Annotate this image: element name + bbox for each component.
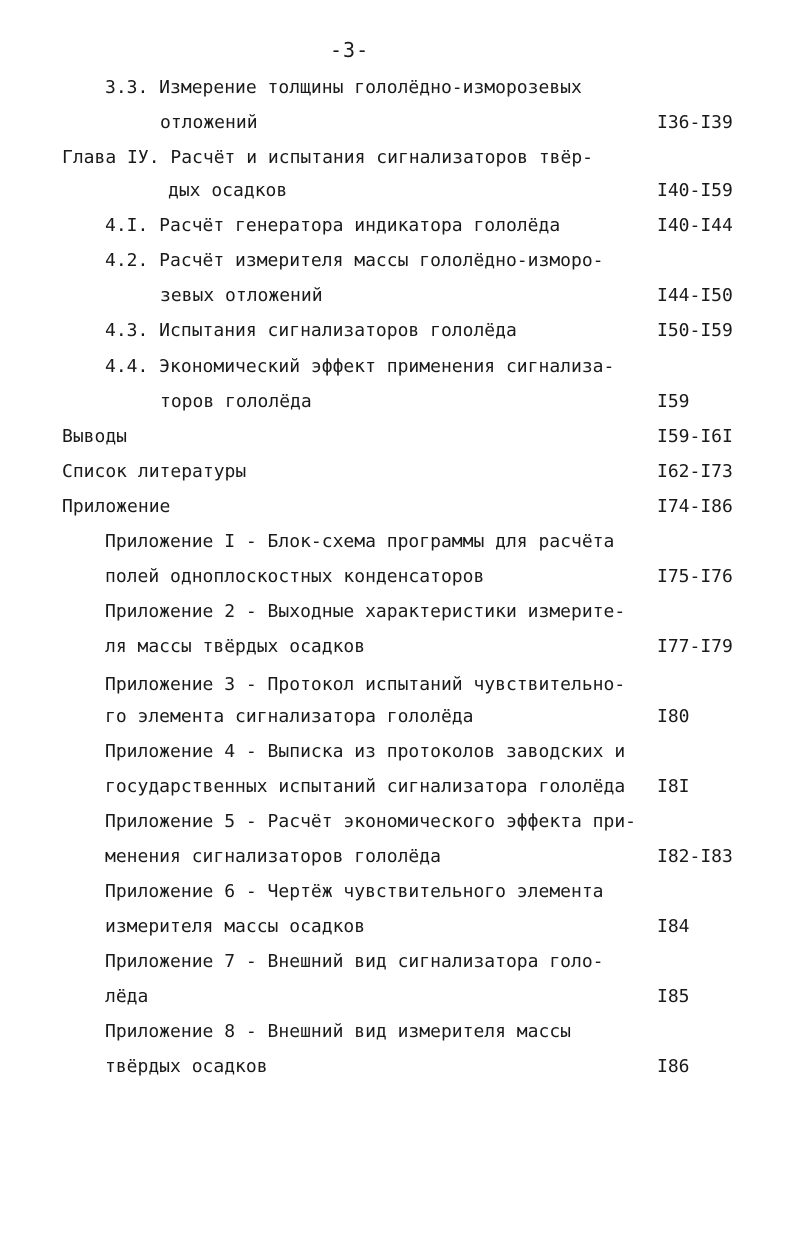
- toc-pages-app3: I80: [657, 706, 690, 727]
- page-number: -3-: [330, 38, 370, 62]
- toc-pages-4-4: I59: [657, 391, 690, 412]
- toc-pages-app6: I84: [657, 916, 690, 937]
- toc-line-references: Список литературы: [62, 461, 247, 482]
- toc-line-4-4-b: торов гололёда: [160, 391, 312, 412]
- toc-line-4-3: 4.3. Испытания сигнализаторов гололёда: [105, 320, 517, 341]
- toc-pages-app8: I86: [657, 1056, 690, 1077]
- toc-pages-app4: I8I: [657, 776, 690, 797]
- toc-line-app6-b: измерителя массы осадков: [105, 916, 366, 937]
- toc-line-4-4-a: 4.4. Экономический эффект применения сигнализа-: [105, 356, 615, 377]
- toc-line-4-2-a: 4.2. Расчёт измерителя массы гололёдно-изморо-: [105, 250, 604, 271]
- toc-pages-app1: I75-I76: [657, 566, 733, 587]
- toc-line-app4-b: государственных испытаний сигнализатора гололёда: [105, 776, 626, 797]
- toc-pages-ch4: I40-I59: [657, 180, 733, 201]
- toc-line-app8-b: твёрдых осадков: [105, 1056, 268, 1077]
- toc-pages-4-2: I44-I50: [657, 285, 733, 306]
- toc-line-app8-a: Приложение 8 - Внешний вид измерителя массы: [105, 1021, 571, 1042]
- toc-pages-conclusions: I59-I6I: [657, 426, 733, 447]
- toc-line-conclusions: Выводы: [62, 426, 128, 447]
- toc-line-app3-a: Приложение 3 - Протокол испытаний чувствительно-: [105, 674, 626, 695]
- toc-line-3-3-b: отложений: [160, 112, 258, 133]
- toc-pages-references: I62-I73: [657, 461, 733, 482]
- toc-pages-app2: I77-I79: [657, 636, 733, 657]
- toc-line-ch4-a: Глава IУ. Расчёт и испытания сигнализаторов твёр-: [62, 147, 594, 168]
- toc-line-app6-a: Приложение 6 - Чертёж чувствительного элемента: [105, 881, 604, 902]
- toc-line-4-1: 4.I. Расчёт генератора индикатора гололёда: [105, 215, 561, 236]
- toc-pages-3-3: I36-I39: [657, 112, 733, 133]
- toc-line-app2-b: ля массы твёрдых осадков: [105, 636, 366, 657]
- toc-line-app7-a: Приложение 7 - Внешний вид сигнализатора голо-: [105, 951, 604, 972]
- toc-line-appendix: Приложение: [62, 496, 171, 517]
- toc-pages-app5: I82-I83: [657, 846, 733, 867]
- toc-line-app3-b: го элемента сигнализатора гололёда: [105, 706, 474, 727]
- toc-line-ch4-b: дых осадков: [168, 180, 288, 201]
- toc-line-app7-b: лёда: [105, 986, 149, 1007]
- toc-pages-app7: I85: [657, 986, 690, 1007]
- toc-line-3-3-a: 3.3. Измерение толщины гололёдно-изморозевых: [105, 77, 582, 98]
- toc-pages-appendix: I74-I86: [657, 496, 733, 517]
- toc-line-app1-a: Приложение I - Блок-схема программы для расчёта: [105, 531, 615, 552]
- toc-line-app5-a: Приложение 5 - Расчёт экономического эффекта при-: [105, 811, 637, 832]
- toc-pages-4-1: I40-I44: [657, 215, 733, 236]
- toc-line-app5-b: менения сигнализаторов гололёда: [105, 846, 441, 867]
- toc-line-app4-a: Приложение 4 - Выписка из протоколов заводских и: [105, 741, 626, 762]
- toc-line-app1-b: полей одноплоскостных конденсаторов: [105, 566, 485, 587]
- toc-line-4-2-b: зевых отложений: [160, 285, 323, 306]
- toc-pages-4-3: I50-I59: [657, 320, 733, 341]
- toc-line-app2-a: Приложение 2 - Выходные характеристики измерите-: [105, 601, 626, 622]
